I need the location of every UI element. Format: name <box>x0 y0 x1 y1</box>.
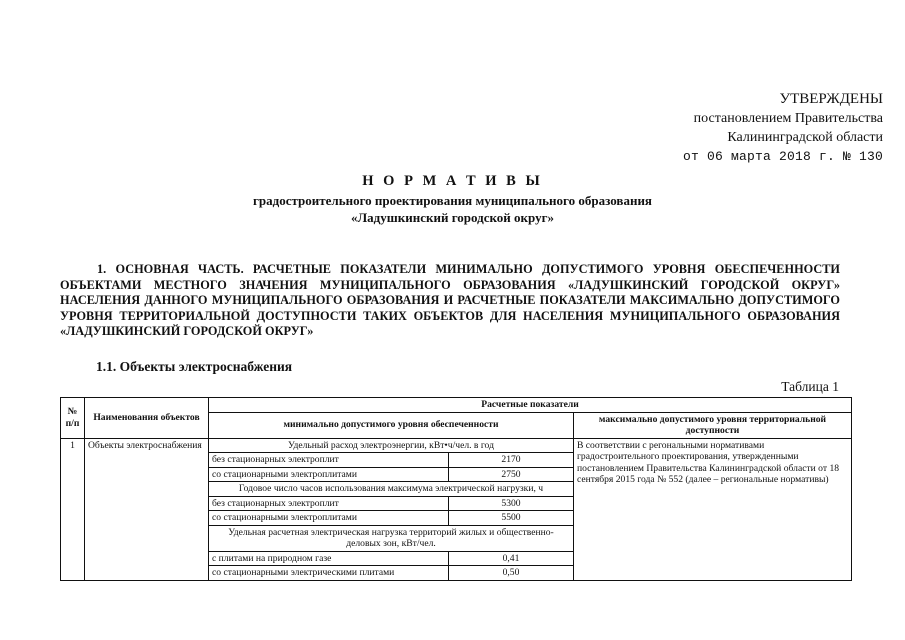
indicator-value: 2170 <box>449 453 574 468</box>
header-num: № п/п <box>61 398 85 439</box>
indicator-label: без стационарных электроплит <box>209 496 449 511</box>
subtitle-line: «Ладушкинский городской округ» <box>351 210 554 225</box>
block-title: Удельный расход электроэнергии, кВт•ч/чел. в год <box>209 438 574 453</box>
indicator-value: 2750 <box>449 467 574 482</box>
indicator-value: 5500 <box>449 511 574 526</box>
indicator-value: 5300 <box>449 496 574 511</box>
indicator-label: со стационарными электроплитами <box>209 511 449 526</box>
indicator-label: со стационарными электроплитами <box>209 467 449 482</box>
document-subtitle <box>0 192 905 226</box>
indicators-table <box>60 397 852 581</box>
table-caption: Таблица 1 <box>781 379 839 394</box>
section-heading: 1. ОСНОВНАЯ ЧАСТЬ. РАСЧЕТНЫЕ ПОКАЗАТЕЛИ МИНИМАЛЬНО ДОПУСТИМОГО УРОВНЯ ОБЕСПЕЧЕННОСТИ ОБЪЕКТАМИ МЕСТНОГО ЗНАЧЕНИЯ МУНИЦИПАЛЬНОГО ОБРАЗОВАНИЯ «ЛАДУШКИНСКИЙ ГОРОДСКОЙ ОКРУГ» НАСЕЛЕНИЯ ДАННОГО МУНИЦИПАЛЬНОГО ОБРАЗОВАНИЯ И РАСЧЕТНЫЕ ПОКАЗАТЕЛИ МАКСИМАЛЬНО ДОПУСТИМОГО УРОВНЯ ТЕРРИТОРИАЛЬНОЙ ДОСТУПНОСТИ ТАКИХ ОБЪЕКТОВ ДЛЯ НАСЕЛЕНИЯ МУНИЦИПАЛЬНОГО ОБРАЗОВАНИЯ «ЛАДУШКИНСКИЙ ГОРОДСКОЙ ОКРУГ» <box>60 262 840 338</box>
accessibility-text: В соответствии с регональными нормативами градостроительного проектирования, утвержденными постановлением Правительства Калининградской области от 18 сентября 2015 года № 552 (далее – региональные нормативы) <box>574 438 852 580</box>
approval-date-number: от 06 марта 2018 г. № 130 <box>682 149 883 164</box>
indicator-value: 0,50 <box>449 566 574 581</box>
subtitle-line: градостроительного проектирования муниципального образования <box>253 193 652 208</box>
approval-block <box>623 90 883 166</box>
block-title: Удельная расчетная электрическая нагрузка территорий жилых и общественно-деловых зон, кВт/чел. <box>209 525 574 551</box>
row-number: 1 <box>61 438 85 580</box>
object-name: Объекты электроснабжения <box>85 438 209 580</box>
header-name: Наименования объектов <box>85 398 209 439</box>
header-max: максимально допустимого уровня территориальной доступности <box>574 412 852 438</box>
indicator-label: без стационарных электроплит <box>209 453 449 468</box>
header-group: Расчетные показатели <box>209 398 852 413</box>
block-title: Годовое число часов использования максимума электрической нагрузки, ч <box>209 482 574 497</box>
approval-title: УТВЕРЖДЕНЫ <box>779 91 883 107</box>
indicator-value: 0,41 <box>449 551 574 566</box>
header-min: минимально допустимого уровня обеспеченности <box>209 412 574 438</box>
approval-line: Калининградской области <box>727 130 883 145</box>
indicator-label: с плитами на природном газе <box>209 551 449 566</box>
subsection-heading: 1.1. Объекты электроснабжения <box>96 359 293 374</box>
document-title: Н О Р М А Т И В Ы <box>362 173 543 189</box>
approval-line: постановлением Правительства <box>693 111 883 126</box>
indicator-label: со стационарными электрическими плитами <box>209 566 449 581</box>
